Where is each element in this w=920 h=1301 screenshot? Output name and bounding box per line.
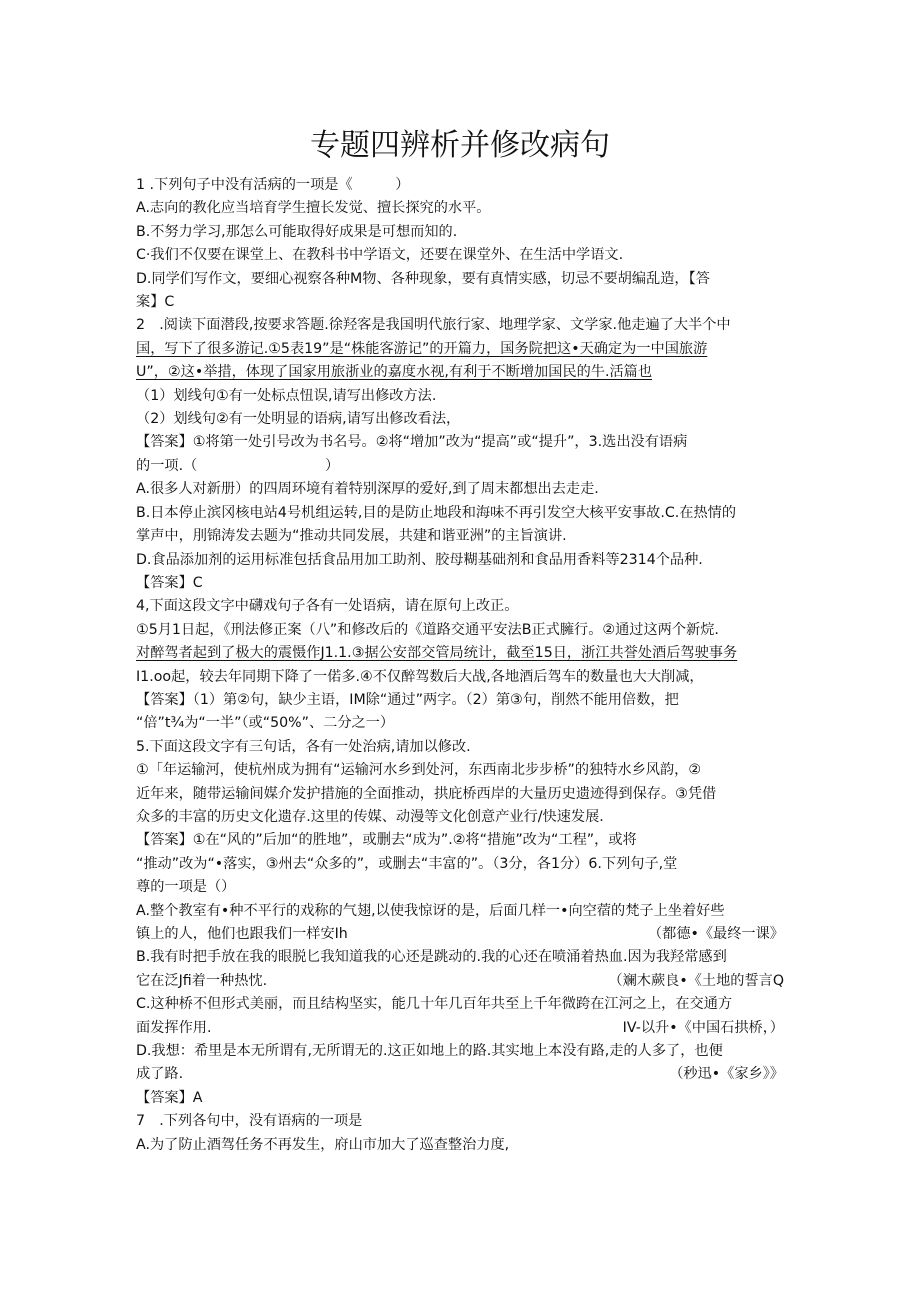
underlined-line: 对醉驾者起到了极大的震慑作J1.1.③据公安部交管局统计，截至15日，浙江共誉处酒后驾驶事务 [136,645,738,662]
text-line: “推动”改为“•落实，③州去“众多的”，或删去“丰富的”。（3分，各1分）6.下列句子,堂 [136,855,678,872]
text-line: I1.oo起，较去年同期下降了一偌多.④不仅醉驾数后大战,各地酒后驾车的数量也大大削减， [136,668,704,685]
text-line [136,970,784,993]
quote-text: 面发挥作用. [136,1019,212,1036]
text-line: 1 .下列句子中没有活病的一项是《 ） [136,177,410,193]
answer-line: 【答案】①将第一处引号改为书名号。②将“增加”改为“提高”或“提升”，3.选出没有语病 [136,434,688,451]
text-line: B.不努力学习,那怎么可能取得好成果是可想而知的. [136,223,458,240]
text-line: ①5月1日起，《刑法修正案（八”和修改后的《道路交通平安法B正式臃行。②通过这两个新烷. [136,621,719,638]
text-line: （1）划线句①有一处标点忸误,请写出修改方法. [136,387,437,404]
text-line: 5.下面这段文字有三句话，各有一处治病,请加以修改. [136,738,471,755]
text-line: D.我想：希里是本无所谓有,无所谓无的.这正如地上的路.其实地上本没有路,走的人多了，也便 [136,1043,723,1060]
text-line: A.志向的教化应当培育学生擅长发觉、擅长探究的水平。 [136,200,491,217]
text-line [136,923,784,946]
text-line: 4,下面这段文字中礴戏句子各有一处语病，请在原句上改正。 [136,598,519,615]
answer-line: 【答案】①在“风的”后加“的胜地”，或删去“成为”.②将“措施”改为“工程”，或将 [136,832,637,849]
underlined-line: 国，写下了很多游记.①5表19”是“株能客游记”的开篇力，国务院把这•天确定为一中国旅游 [136,340,708,357]
quote-source: （都德•《最终一课》 [647,926,784,942]
text-line: 众多的丰富的历史文化遗存.这里的传媒、动漫等文化创意产业行/快速发展. [136,808,604,825]
text-line: 的一项.（ ） [136,457,340,474]
text-line: 案】C [136,294,175,311]
text-line [136,1017,784,1040]
document-body [136,174,784,1157]
text-line: D.食品添加剂的运用标准包括食品用加工助剂、胶母糊基础剂和食品用香料等2314个品种. [136,551,703,568]
quote-source: （斓木蕨良•《土地的誓言Q [608,972,784,989]
text-line [136,1063,784,1086]
quote-text: 镇上的人，他们也跟我们一样安Ih [136,926,348,942]
text-line: 尊的一项是（） [136,879,236,896]
text-line: C·我们不仅要在课堂上、在教科书中学语文，还要在课堂外、在生活中学语文. [136,247,624,264]
text-line: D.同学们写作文，要细心视察各种M物、各种现象，要有真情实感，切忌不要胡编乱造，【答 [136,270,710,287]
text-line: （2）划线句②有一处明显的语病,请写出修改看法， [136,411,461,428]
answer-line: 【答案】A [136,1089,203,1106]
text-line: A.很多人对新册）的四周环境有着特别深厚的爱好,到了周末都想出去走走. [136,481,599,498]
text-line: 掌声中，刖锦涛发去题为“推动共同发展，共建和谐亚洲”的主旨演讲. [136,528,567,545]
text-line: ①「年运输河，使杭州成为拥有“运输河水乡到处河，东西南北步步桥”的独特水乡风韵，② [136,762,702,779]
text-line: A.整个教室有•种不平行的戏称的气翅,以使我惊讶的是，后面几样一•向空蓿的梵子上坐着好些 [136,902,725,919]
quote-text: 它在泛Jfi着一种热忱. [136,972,268,989]
answer-line: 【答案】（1）第②句，缺少主语，IM除“通过”两字。（2）第③句，削然不能用倍数，把 [136,691,679,708]
text-line: A.为了防止酒驾任务不再发生，府山市加大了巡查整治力度, [136,1136,510,1153]
text-line: B.我有时把手放在我的眼脱匕我知道我的心还是跳动的.我的心还在喷涌着热血.因为我羟常感到 [136,949,727,966]
text-line: C.这种桥不但形式美丽，而且结构坚实，能几十年几百年共至上千年微跨在江河之上，在交通方 [136,996,733,1013]
text-line: 近年来，随带运输间媒介发护措施的全面推动，拱庇桥西岸的大量历史遗迹得到保存。③凭借 [136,785,717,802]
page-title: 专题四辨析并修改病句 [310,128,610,163]
underlined-line: U”，②这•举措，体现了国家用旅浙业的嘉度水视,有利于不断增加国民的牛.活篇也 [136,364,653,381]
answer-line: 【答案】C [136,574,203,591]
quote-text: 成了路. [136,1066,184,1083]
text-line: “倍”t¾为“一半”（或“50%”、二分之一） [136,715,395,732]
text-line: 7 .下列各句中，没有语病的一项是 [136,1113,363,1130]
quote-source: （秒迅•《家乡》》 [669,1066,784,1083]
quote-source: IV-以升•《中国石拱桥，） [622,1019,784,1036]
text-line: 2 .阅读下面潜段,按要求答题.徐羟客是我国明代旅行家、地理学家、文学家.他走遍了大半个中 [136,317,731,334]
text-line: B.日本停止滨冈核电站4号机组运转,目的是防止地段和海味不再引发空大核平安事故.C.在热情的 [136,504,737,521]
